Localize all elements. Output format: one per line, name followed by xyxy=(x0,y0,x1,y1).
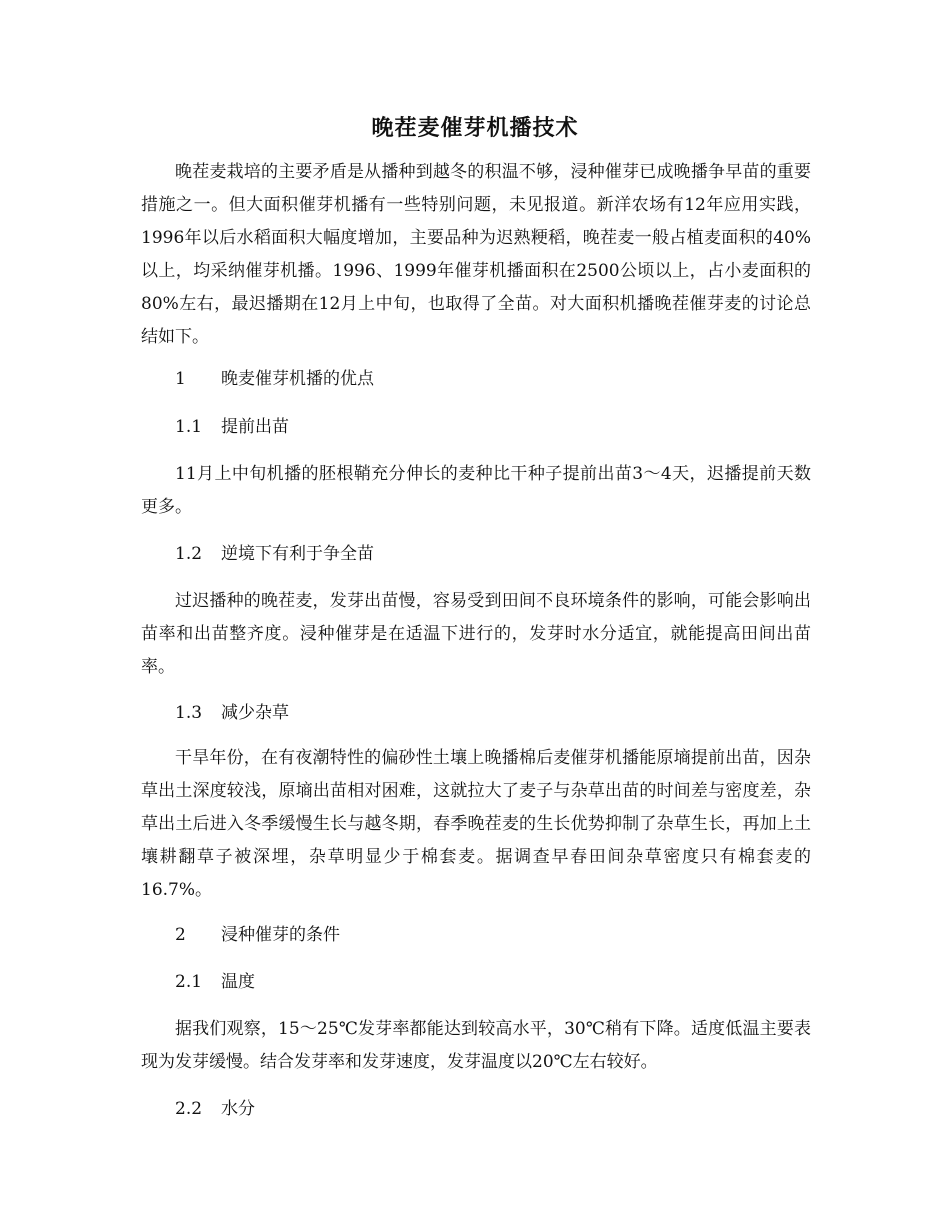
paragraph-2-1: 据我们观察，15～25℃发芽率都能达到较高水平，30℃稍有下降。适度低温主要表现为发芽缓慢。结合发芽率和发芽速度，发芽温度以20℃左右较好。 xyxy=(141,1019,811,1072)
section-heading-1 xyxy=(175,363,805,396)
document-title: 晚茬麦催芽机播技术 xyxy=(371,115,579,141)
section-number: 1.1 xyxy=(175,417,203,437)
section-number: 2 xyxy=(175,925,186,945)
subsection-heading-2-2 xyxy=(175,1093,805,1126)
section-heading-text: 逆境下有利于争全苗 xyxy=(221,544,374,564)
section-heading-text: 浸种催芽的条件 xyxy=(221,925,340,945)
section-number: 1.3 xyxy=(175,703,203,723)
section-number: 1.2 xyxy=(175,544,203,564)
section-number: 1 xyxy=(175,369,186,389)
subsection-heading-1-2 xyxy=(175,538,805,571)
section-number: 2.1 xyxy=(175,972,203,992)
section-heading-text: 提前出苗 xyxy=(221,417,289,437)
paragraph-1-1: 11月上中旬机播的胚根鞘充分伸长的麦种比干种子提前出苗3～4天，迟播提前天数更多。 xyxy=(141,464,811,517)
section-heading-text: 减少杂草 xyxy=(221,703,289,723)
subsection-heading-2-1 xyxy=(175,966,805,999)
section-heading-text: 水分 xyxy=(221,1099,255,1119)
section-heading-text: 温度 xyxy=(221,972,255,992)
section-number: 2.2 xyxy=(175,1099,203,1119)
subsection-heading-1-1 xyxy=(175,411,805,444)
intro-paragraph: 晚茬麦栽培的主要矛盾是从播种到越冬的积温不够，浸种催芽已成晚播争早苗的重要措施之一。但大面积催芽机播有一些特别问题，未见报道。新洋农场有12年应用实践，1996年以后水稻面积大幅度增加，主要品种为迟熟粳稻，晚茬麦一般占植麦面积的40%以上，均采纳催芽机播。1996、1999年催芽机播面积在2500公顷以上，占小麦面积的80%左右，最迟播期在12月上中旬，也取得了全苗。对大面积机播晚茬催芽麦的讨论总结如下。 xyxy=(141,162,811,347)
subsection-heading-1-3 xyxy=(175,697,805,730)
section-heading-2 xyxy=(175,919,805,952)
paragraph-1-3: 干旱年份，在有夜潮特性的偏砂性土壤上晚播棉后麦催芽机播能原墒提前出苗，因杂草出土深度较浅，原墒出苗相对困难，这就拉大了麦子与杂草出苗的时间差与密度差，杂草出土后进入冬季缓慢生长与越冬期，春季晚茬麦的生长优势抑制了杂草生长，再加上土壤耕翻草子被深埋，杂草明显少于棉套麦。据调查早春田间杂草密度只有棉套麦的16.7%。 xyxy=(141,748,811,900)
section-heading-text: 晚麦催芽机播的优点 xyxy=(221,369,374,389)
paragraph-1-2: 过迟播种的晚茬麦，发芽出苗慢，容易受到田间不良环境条件的影响，可能会影响出苗率和出苗整齐度。浸种催芽是在适温下进行的，发芽时水分适宜，就能提高田间出苗率。 xyxy=(141,591,811,677)
